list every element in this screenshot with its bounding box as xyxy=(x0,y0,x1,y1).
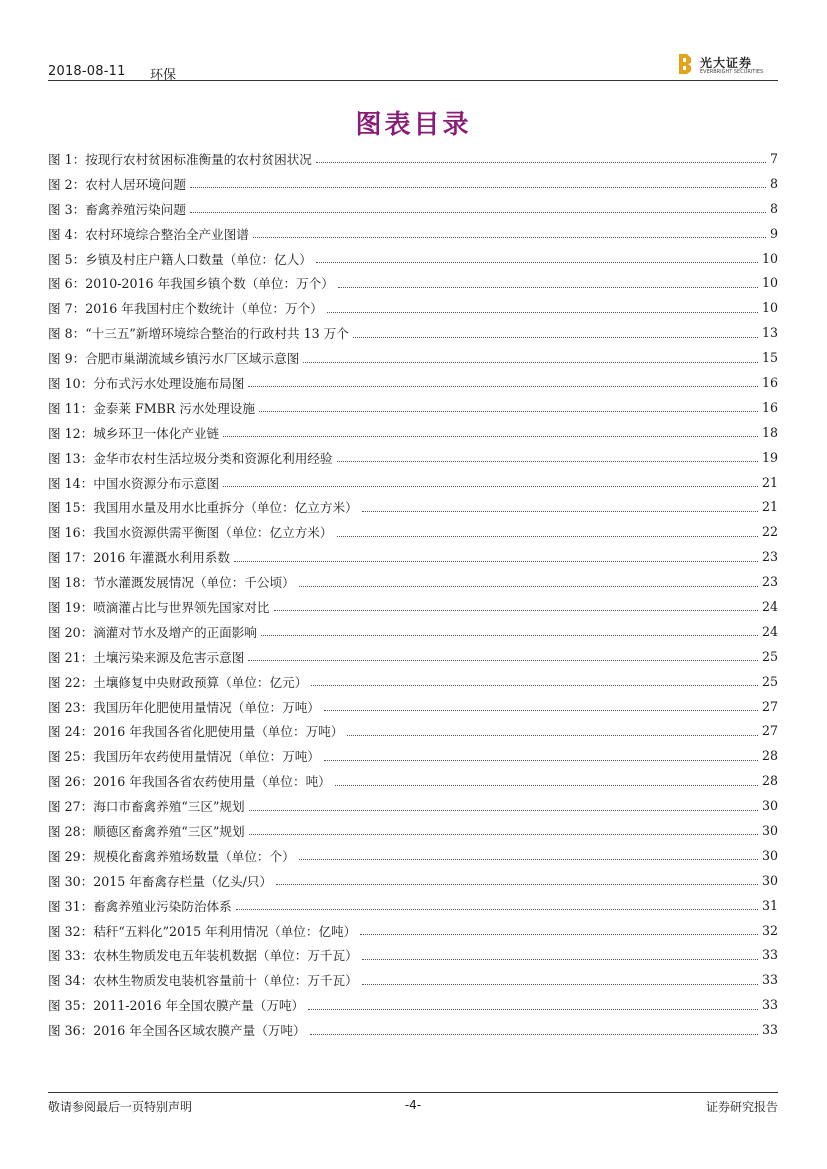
toc-entry-page: 13 xyxy=(761,325,778,341)
toc-entry[interactable] xyxy=(48,768,778,793)
toc-entry[interactable] xyxy=(48,246,778,271)
toc-entry-label: 图 1：按现行农村贫困标准衡量的农村贫困状况 xyxy=(48,151,312,167)
report-sector: 环保 xyxy=(150,68,177,83)
toc-entry-label: 图 18：节水灌溉发展情况（单位：千公顷） xyxy=(48,575,295,591)
toc-entry-page: 33 xyxy=(761,1022,778,1038)
toc-entry-label: 图 34：农林生物质发电装机容量前十（单位：万千瓦） xyxy=(48,973,358,989)
toc-entry-label: 图 29：规模化畜禽养殖场数量（单位：个） xyxy=(48,848,295,864)
dot-leader xyxy=(249,809,758,811)
toc-entry[interactable] xyxy=(48,967,778,992)
toc-entry-page: 33 xyxy=(761,997,778,1013)
dot-leader xyxy=(249,833,758,835)
toc-entry-label: 图 7：2016 年我国村庄个数统计（单位：万个） xyxy=(48,301,323,317)
footer-rule xyxy=(48,1092,778,1093)
toc-entry-page: 7 xyxy=(769,150,778,166)
toc-entry-page: 28 xyxy=(761,748,778,764)
toc-entry-page: 33 xyxy=(761,947,778,963)
logo-mark-icon xyxy=(678,54,692,74)
toc-entry-page: 8 xyxy=(769,200,778,216)
toc-entry[interactable] xyxy=(48,619,778,644)
disclaimer-note: 敬请参阅最后一页特别声明 xyxy=(48,1100,193,1114)
toc-entry-page: 19 xyxy=(761,449,778,465)
toc-entry-page: 10 xyxy=(761,275,778,291)
dot-leader xyxy=(234,560,758,562)
page-footer xyxy=(48,1098,778,1118)
dot-leader xyxy=(259,410,758,412)
toc-entry-label: 图 5：乡镇及村庄户籍人口数量（单位：亿人） xyxy=(48,251,312,267)
toc-entry-label: 图 16：我国水资源供需平衡图（单位：亿立方米） xyxy=(48,525,333,541)
toc-entry-label: 图 4：农村环境综合整治全产业图谱 xyxy=(48,226,249,242)
logo-text-cn: 光大证券 xyxy=(700,56,753,70)
toc-entry-label: 图 2：农村人居环境问题 xyxy=(48,176,186,192)
toc-entry-label: 图 15：我国用水量及用水比重拆分（单位：亿立方米） xyxy=(48,500,358,516)
dot-leader xyxy=(261,634,758,636)
toc-entry-page: 18 xyxy=(761,424,778,440)
toc-entry-label: 图 35：2011-2016 年全国农膜产量（万吨） xyxy=(48,998,305,1014)
logo-text-en: EVERBRIGHT SECURITIES xyxy=(700,69,764,75)
toc-entry-label: 图 31：畜禽养殖业污染防治体系 xyxy=(48,898,232,914)
toc-entry[interactable] xyxy=(48,594,778,619)
toc-entry-label: 图 26：2016 年我国各省农药使用量（单位：吨） xyxy=(48,774,331,790)
toc-entry-label: 图 32：秸秆“五料化”2015 年利用情况（单位：亿吨） xyxy=(48,923,357,939)
toc-entry-label: 图 28：顺德区畜禽养殖“三区”规划 xyxy=(48,823,245,839)
dot-leader xyxy=(337,460,758,462)
toc-entry[interactable] xyxy=(48,196,778,221)
toc-entry[interactable] xyxy=(48,569,778,594)
report-date: 2018-08-11 xyxy=(48,64,126,79)
toc-entry-label: 图 9：合肥市巢湖流域乡镇污水厂区域示意图 xyxy=(48,351,300,367)
dot-leader xyxy=(223,485,758,487)
toc-entry[interactable] xyxy=(48,943,778,968)
toc-entry[interactable] xyxy=(48,470,778,495)
page-header xyxy=(48,50,778,83)
toc-entry-label: 图 11：金泰莱 FMBR 污水处理设施 xyxy=(48,400,255,416)
dot-leader xyxy=(316,261,758,263)
dot-leader xyxy=(274,609,758,611)
toc-entry-label: 图 14：中国水资源分布示意图 xyxy=(48,475,220,491)
toc-entry-page: 10 xyxy=(761,300,778,316)
toc-entry-page: 30 xyxy=(761,872,778,888)
dot-leader xyxy=(310,1033,758,1035)
toc-entry-page: 22 xyxy=(761,524,778,540)
toc-entry-page: 21 xyxy=(761,474,778,490)
dot-leader xyxy=(223,435,758,437)
toc-entry-page: 30 xyxy=(761,847,778,863)
toc-entry-label: 图 19：喷滴灌占比与世界领先国家对比 xyxy=(48,599,270,615)
toc-entry-page: 30 xyxy=(761,822,778,838)
header-rule xyxy=(48,80,778,81)
dot-leader xyxy=(362,983,758,985)
toc-entry-page: 28 xyxy=(761,773,778,789)
report-type: 证券研究报告 xyxy=(705,1100,778,1114)
dot-leader xyxy=(248,385,758,387)
toc-entry-label: 图 36：2016 年全国各区域农膜产量（万吨） xyxy=(48,1023,306,1039)
toc-entry-page: 33 xyxy=(761,972,778,988)
toc-entry-page: 8 xyxy=(769,175,778,191)
toc-entry-page: 32 xyxy=(761,922,778,938)
dot-leader xyxy=(324,709,758,711)
toc-entry[interactable] xyxy=(48,718,778,743)
toc-entry[interactable] xyxy=(48,743,778,768)
toc-entry[interactable] xyxy=(48,370,778,395)
dot-leader xyxy=(253,236,766,238)
dot-leader xyxy=(236,908,758,910)
figure-list xyxy=(48,146,778,1042)
toc-entry-page: 9 xyxy=(769,225,778,241)
toc-entry-page: 27 xyxy=(761,698,778,714)
toc-entry[interactable] xyxy=(48,171,778,196)
toc-entry[interactable] xyxy=(48,146,778,171)
toc-entry[interactable] xyxy=(48,843,778,868)
toc-entry-label: 图 13：金华市农村生活垃圾分类和资源化利用经验 xyxy=(48,450,333,466)
toc-entry[interactable] xyxy=(48,270,778,295)
dot-leader xyxy=(353,336,758,338)
toc-entry[interactable] xyxy=(48,818,778,843)
toc-entry[interactable] xyxy=(48,295,778,320)
page-title: 图表目录 xyxy=(355,110,472,140)
toc-entry-label: 图 24：2016 年我国各省化肥使用量（单位：万吨） xyxy=(48,724,344,740)
dot-leader xyxy=(190,186,766,188)
toc-entry-label: 图 33：农林生物质发电五年装机数据（单位：万千瓦） xyxy=(48,948,358,964)
company-logo xyxy=(678,54,776,78)
toc-entry-page: 25 xyxy=(761,648,778,664)
dot-leader xyxy=(248,659,758,661)
toc-entry[interactable] xyxy=(48,544,778,569)
toc-entry-page: 16 xyxy=(761,399,778,415)
dot-leader xyxy=(347,734,758,736)
toc-entry-page: 24 xyxy=(761,598,778,614)
toc-entry[interactable] xyxy=(48,221,778,246)
toc-entry-page: 31 xyxy=(761,897,778,913)
toc-entry[interactable] xyxy=(48,395,778,420)
dot-leader xyxy=(316,161,766,163)
toc-entry-page: 15 xyxy=(761,350,778,366)
dot-leader xyxy=(335,784,758,786)
toc-entry-page: 23 xyxy=(761,574,778,590)
toc-entry-label: 图 8：“十三五”新增环境综合整治的行政村共 13 万个 xyxy=(48,326,349,342)
toc-entry[interactable] xyxy=(48,345,778,370)
dot-leader xyxy=(362,958,758,960)
toc-entry-label: 图 20：滴灌对节水及增产的正面影响 xyxy=(48,624,257,640)
toc-entry[interactable] xyxy=(48,992,778,1017)
toc-entry[interactable] xyxy=(48,420,778,445)
toc-entry-label: 图 22：土壤修复中央财政预算（单位：亿元） xyxy=(48,674,308,690)
dot-leader xyxy=(311,684,758,686)
dot-leader xyxy=(362,510,758,512)
toc-entry-label: 图 25：我国历年农药使用量情况（单位：万吨） xyxy=(48,749,320,765)
page-number: -4- xyxy=(404,1098,422,1112)
toc-entry[interactable] xyxy=(48,868,778,893)
toc-entry-label: 图 12：城乡环卫一体化产业链 xyxy=(48,425,220,441)
dot-leader xyxy=(308,1008,758,1010)
toc-entry[interactable] xyxy=(48,1017,778,1042)
toc-entry-page: 27 xyxy=(761,723,778,739)
toc-entry-label: 图 17：2016 年灌溉水利用系数 xyxy=(48,550,231,566)
dot-leader xyxy=(360,933,758,935)
dot-leader xyxy=(299,858,758,860)
toc-entry[interactable] xyxy=(48,793,778,818)
toc-entry-label: 图 6：2010-2016 年我国乡镇个数（单位：万个） xyxy=(48,276,334,292)
toc-entry[interactable] xyxy=(48,694,778,719)
dot-leader xyxy=(324,759,758,761)
toc-entry-label: 图 27：海口市畜禽养殖“三区”规划 xyxy=(48,799,245,815)
toc-entry-label: 图 23：我国历年化肥使用量情况（单位：万吨） xyxy=(48,699,320,715)
toc-entry[interactable] xyxy=(48,445,778,470)
dot-leader xyxy=(303,361,758,363)
toc-entry[interactable] xyxy=(48,519,778,544)
toc-entry-label: 图 21：土壤污染来源及危害示意图 xyxy=(48,649,245,665)
dot-leader xyxy=(190,211,766,213)
toc-entry-page: 30 xyxy=(761,798,778,814)
dot-leader xyxy=(338,286,758,288)
toc-entry-page: 21 xyxy=(761,499,778,515)
toc-entry-page: 16 xyxy=(761,374,778,390)
dot-leader xyxy=(337,535,758,537)
dot-leader xyxy=(327,311,758,313)
toc-entry[interactable] xyxy=(48,644,778,669)
toc-entry[interactable] xyxy=(48,320,778,345)
toc-entry-page: 25 xyxy=(761,673,778,689)
toc-entry-label: 图 10：分布式污水处理设施布局图 xyxy=(48,375,245,391)
toc-entry-page: 24 xyxy=(761,623,778,639)
dot-leader xyxy=(276,883,758,885)
dot-leader xyxy=(299,585,758,587)
toc-entry-label: 图 3：畜禽养殖污染问题 xyxy=(48,201,186,217)
toc-entry[interactable] xyxy=(48,669,778,694)
toc-entry-label: 图 30：2015 年畜禽存栏量（亿头/只） xyxy=(48,873,273,889)
toc-entry[interactable] xyxy=(48,494,778,519)
toc-entry[interactable] xyxy=(48,918,778,943)
toc-entry-page: 10 xyxy=(761,250,778,266)
toc-entry-page: 23 xyxy=(761,549,778,565)
toc-entry[interactable] xyxy=(48,893,778,918)
